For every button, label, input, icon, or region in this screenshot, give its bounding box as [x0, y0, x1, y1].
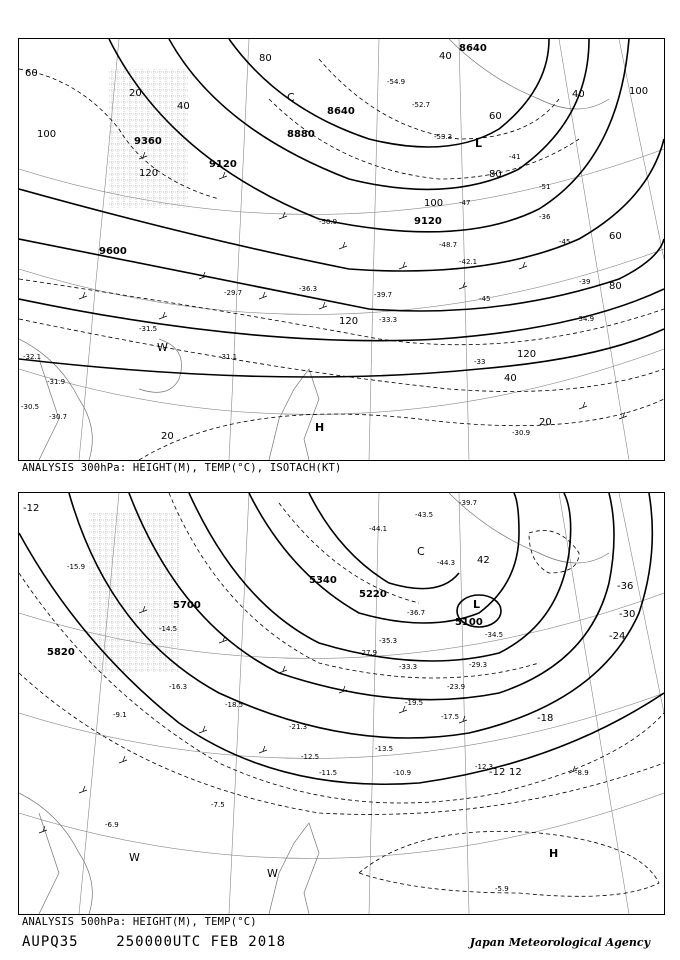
- map-panel-500hpa: [18, 492, 665, 915]
- cold-center: C: [287, 91, 295, 104]
- temp-label: -14.5: [159, 625, 178, 633]
- height-label: 5700: [173, 600, 201, 611]
- height-label: 9360: [134, 136, 162, 147]
- height-label: 9120: [414, 216, 442, 227]
- isotach-label: 40: [572, 89, 585, 100]
- isotach-label: 100: [424, 198, 444, 209]
- isotherm-label: 42: [477, 555, 490, 566]
- isotach-label: 40: [439, 51, 452, 62]
- temp-label: -34.9: [576, 315, 595, 323]
- temp-label: -33: [474, 358, 486, 366]
- isotach-label: 20: [539, 417, 552, 428]
- temp-label: -32.1: [23, 353, 42, 361]
- isotach-label: 120: [517, 349, 537, 360]
- temp-label: -41: [509, 153, 521, 161]
- warm-center: W: [267, 867, 278, 880]
- isotherm-label: 12: [509, 767, 522, 778]
- temp-label: -45: [559, 238, 571, 246]
- temp-label: -36.7: [407, 609, 426, 617]
- isotach-label: 80: [259, 53, 272, 64]
- isotherm-label: -12: [23, 503, 40, 514]
- temp-label: -11.5: [319, 769, 338, 777]
- isotach-label: 100: [629, 86, 649, 97]
- height-label: 9120: [209, 159, 237, 170]
- temp-label: -39.7: [374, 291, 393, 299]
- temp-label: -12.5: [301, 753, 320, 761]
- map-panel-300hpa: [18, 38, 665, 461]
- height-label: 5100: [455, 617, 483, 628]
- isotach-label: 40: [177, 101, 190, 112]
- isotach-label: 60: [489, 111, 502, 122]
- isotach-label: 40: [504, 373, 517, 384]
- cold-center: C: [417, 545, 425, 558]
- temp-label: -43.5: [415, 511, 434, 519]
- chart-500hpa: [19, 493, 664, 914]
- agency-credit: Japan Meteorological Agency: [469, 936, 650, 949]
- temp-label: -30.7: [49, 413, 68, 421]
- temp-label: -39.7: [459, 499, 478, 507]
- temp-label: -31.1: [219, 353, 238, 361]
- isotherm-label: -12: [489, 767, 506, 778]
- isotherm-label: -18: [537, 713, 554, 724]
- temp-label: -13.5: [375, 745, 394, 753]
- height-label: 8880: [287, 129, 315, 140]
- height-label: 8640: [327, 106, 355, 117]
- temp-label: -5.9: [495, 885, 509, 893]
- high-center: H: [549, 847, 559, 860]
- temp-label: -19.5: [405, 699, 424, 707]
- temp-label: -54.9: [387, 78, 406, 86]
- temp-label: -31.5: [139, 325, 158, 333]
- temp-label: -44.3: [437, 559, 456, 567]
- temp-label: -23.9: [447, 683, 466, 691]
- temp-label: -34.5: [485, 631, 504, 639]
- temp-label: -10.9: [393, 769, 412, 777]
- temp-label: -36.3: [299, 285, 318, 293]
- height-label: 5820: [47, 647, 75, 658]
- temp-label: -31.9: [47, 378, 66, 386]
- chart-300hpa: [19, 39, 664, 460]
- chart-identifier: [22, 934, 286, 950]
- temp-label: -33.3: [399, 663, 418, 671]
- isotach-label: 80: [609, 281, 622, 292]
- height-label: 5340: [309, 575, 337, 586]
- temp-label: -15.9: [67, 563, 86, 571]
- temp-label: -12.3: [475, 763, 494, 771]
- temp-label: -29.3: [469, 661, 488, 669]
- temp-label: -33.3: [379, 316, 398, 324]
- hatched-region: [89, 513, 179, 673]
- temp-label: -17.5: [441, 713, 460, 721]
- temp-label: -35.3: [379, 637, 398, 645]
- temp-label: -7.5: [211, 801, 225, 809]
- panel-caption-300hpa: ANALYSIS 300hPa: HEIGHT(M), TEMP(°C), ISOTACH(KT): [22, 462, 342, 474]
- isotherm-label: -36: [617, 581, 634, 592]
- isotherm-label: -30: [619, 609, 636, 620]
- height-label: 5220: [359, 589, 387, 600]
- pressure-center-group: [129, 545, 558, 880]
- isotach-label: 60: [609, 231, 622, 242]
- temp-label: -47: [459, 199, 471, 207]
- warm-center: W: [129, 851, 140, 864]
- temp-label: -18.5: [225, 701, 244, 709]
- isotach-label: 120: [139, 168, 159, 179]
- isotherm-label: -24: [609, 631, 626, 642]
- temp-label: -53.3: [434, 133, 453, 141]
- isotach-label: 100: [37, 129, 57, 140]
- temp-label: -27.9: [359, 649, 378, 657]
- temp-label: -16.3: [169, 683, 188, 691]
- temp-label: -29.7: [224, 289, 243, 297]
- low-center: L: [473, 598, 481, 611]
- temp-label: -8.9: [575, 769, 589, 777]
- temp-label: -6.9: [105, 821, 119, 829]
- isotach-label: 60: [25, 68, 38, 79]
- temp-label: -39: [579, 278, 591, 286]
- temp-label: -30.9: [512, 429, 531, 437]
- low-center: L: [475, 137, 483, 150]
- temp-label: -51: [539, 183, 551, 191]
- warm-center: W: [157, 341, 168, 354]
- isotach-label: 20: [129, 88, 142, 99]
- temp-label: -48.7: [439, 241, 458, 249]
- temp-label: -42.1: [459, 258, 478, 266]
- temp-label: -21.3: [289, 723, 308, 731]
- temp-label: -30.5: [21, 403, 40, 411]
- panel-caption-500hpa: ANALYSIS 500hPa: HEIGHT(M), TEMP(°C): [22, 916, 257, 928]
- height-label: 9600: [99, 246, 127, 257]
- temp-label: -36: [539, 213, 551, 221]
- valid-datetime: 250000UTC FEB 2018: [116, 934, 287, 950]
- temp-label: -44.1: [369, 525, 388, 533]
- isotach-label: 80: [489, 169, 502, 180]
- isotach-label: 20: [161, 431, 174, 442]
- temp-label: -50.9: [319, 218, 338, 226]
- temp-label: -45: [479, 295, 491, 303]
- high-center: H: [315, 421, 325, 434]
- height-label: 8640: [459, 43, 487, 54]
- product-code: AUPQ35: [22, 934, 79, 950]
- isotach-label: 120: [339, 316, 359, 327]
- temp-label: -9.1: [113, 711, 127, 719]
- temp-label: -52.7: [412, 101, 431, 109]
